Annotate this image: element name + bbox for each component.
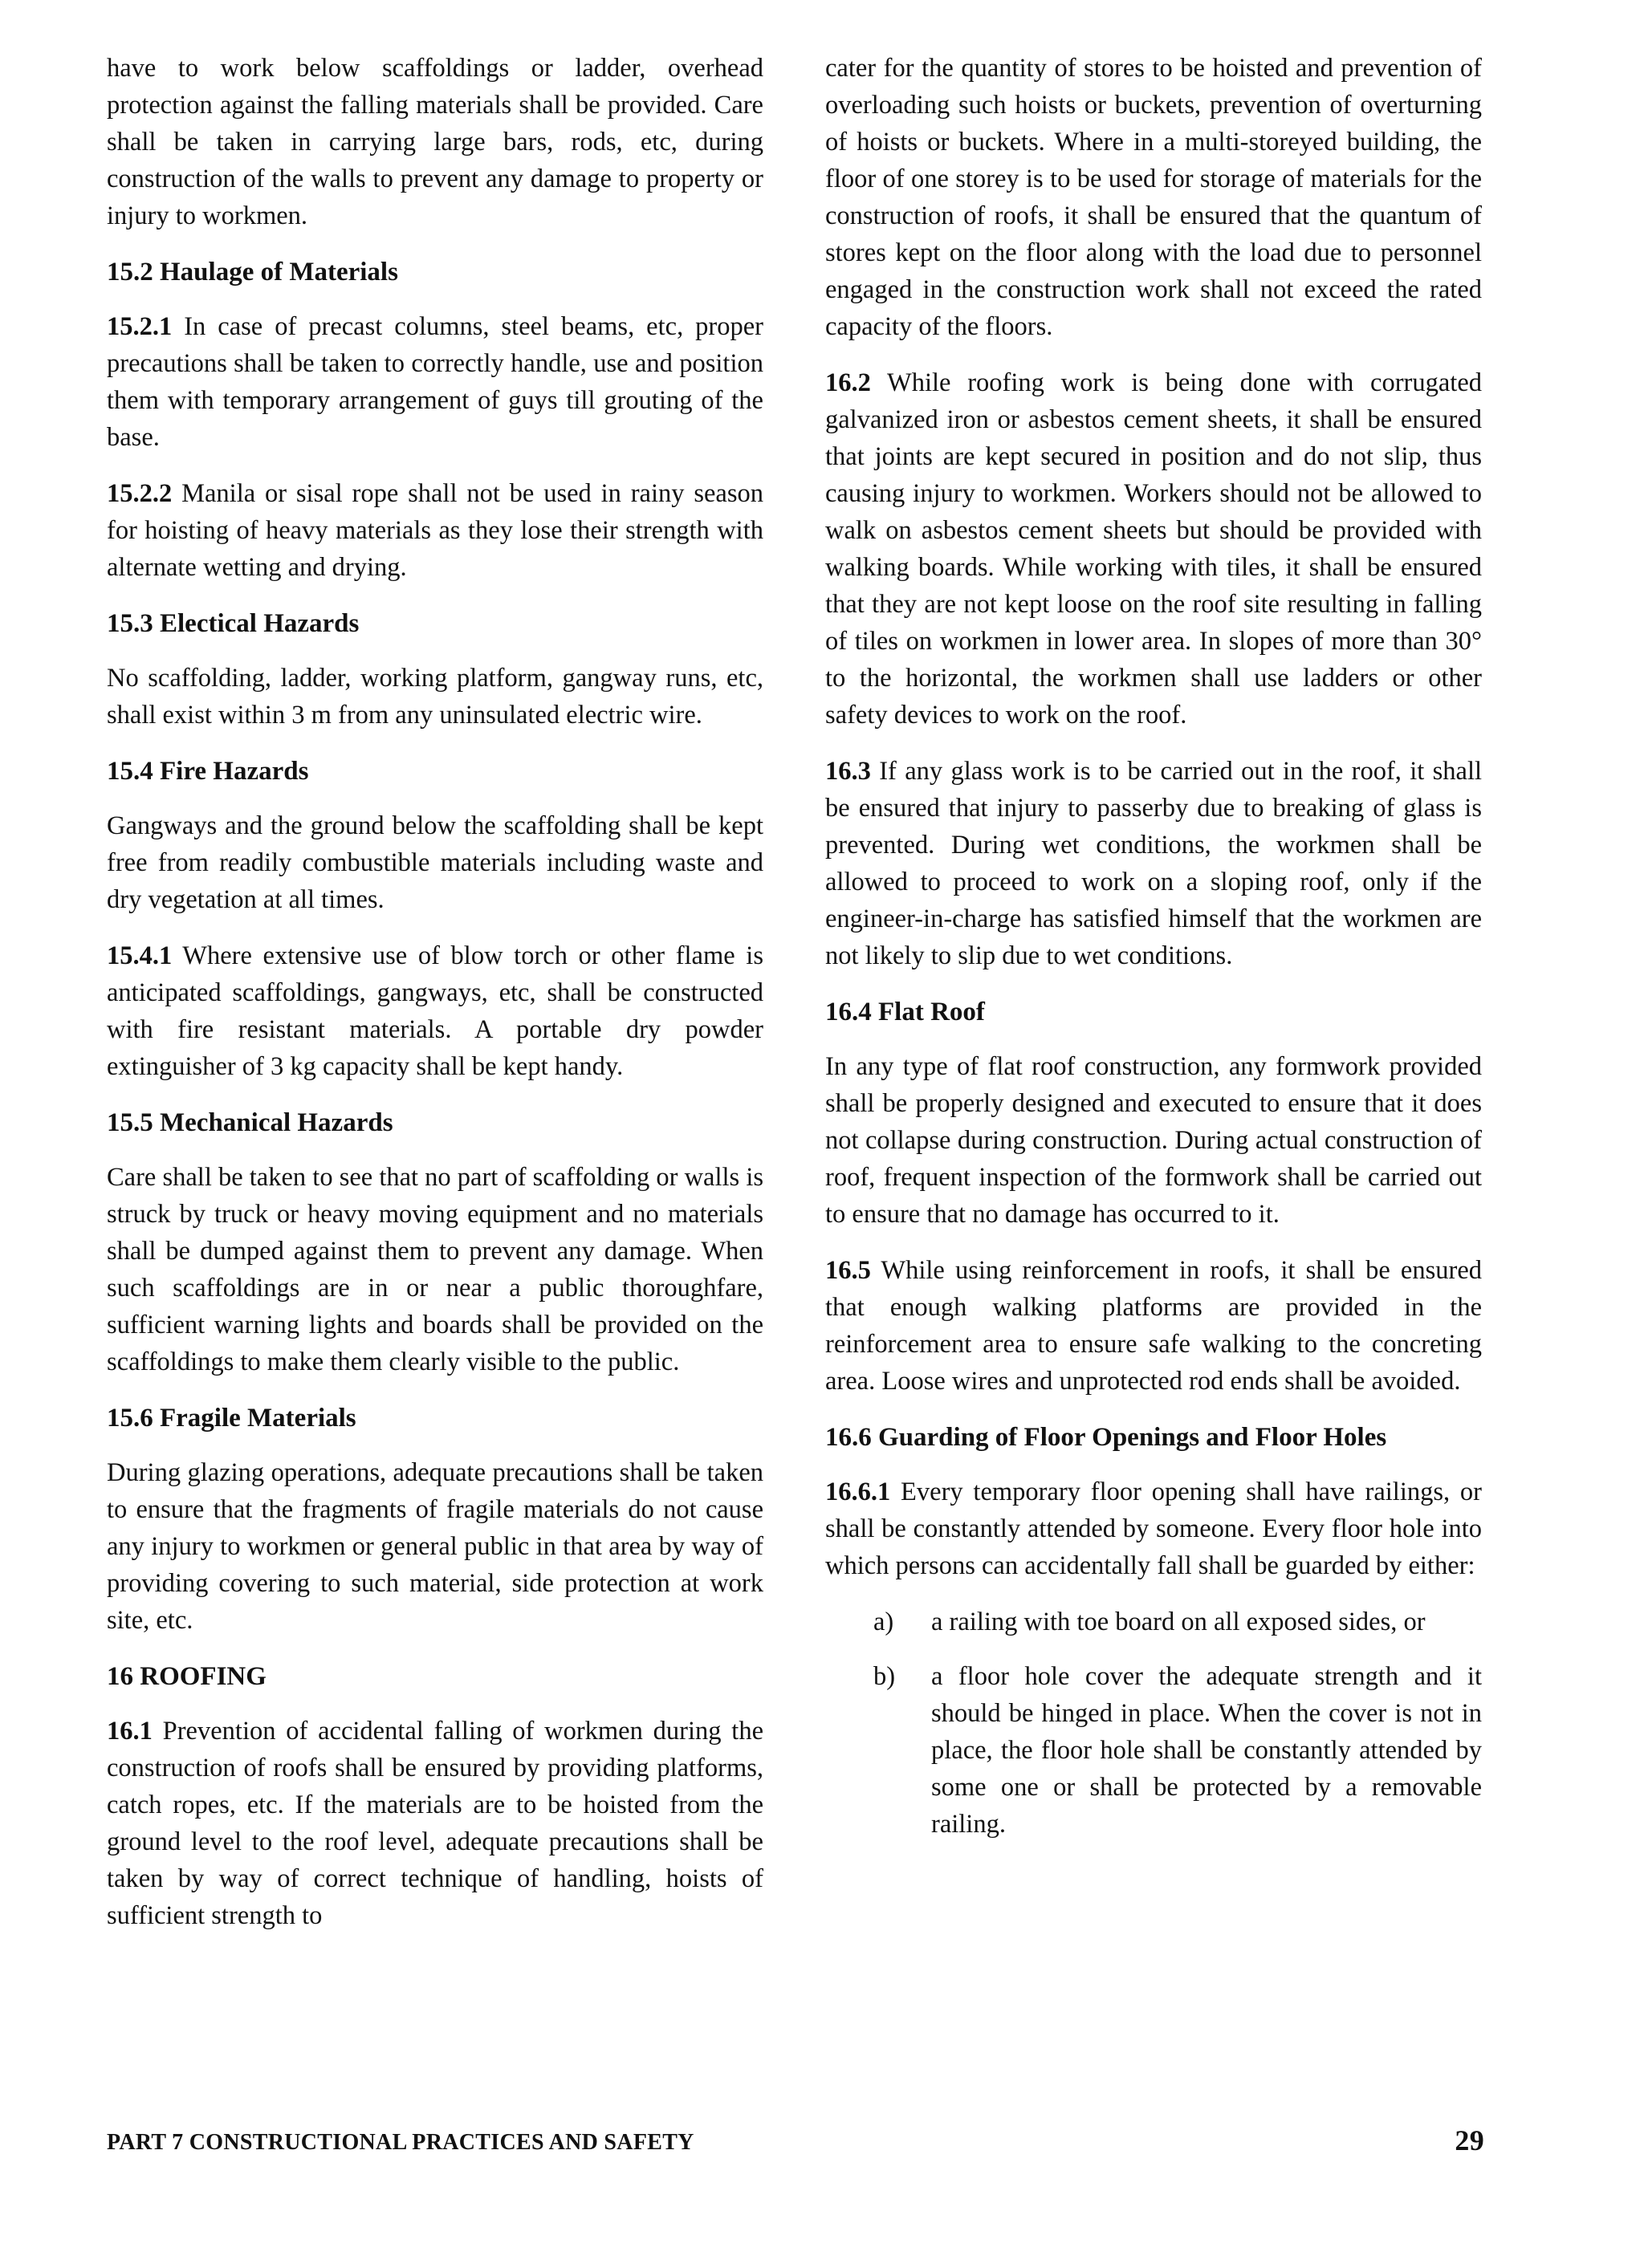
clause-number: 16.5 bbox=[825, 1256, 871, 1285]
clause-16-3 bbox=[825, 753, 1482, 974]
guarding-options-list bbox=[825, 1603, 1482, 1843]
clause-text: While roofing work is being done with corrugated galvanized iron or asbestos cement sheets, it shall be ensured that joints are kept secured in position and do not slip, thus causing injury to workmen. Workers should not be allowed to walk on asbestos cement sheets but should be provided with walking boards. While working with tiles, it shall be ensured that they are not kept loose on the roof site resulting in falling of tiles on workmen in lower area. In slopes of more than 30° to the horizontal, the workmen shall use ladders or other safety devices to work on the roof. bbox=[825, 368, 1482, 730]
paragraph-15-4: Gangways and the ground below the scaffolding shall be kept free from readily combustible materials including waste and dry vegetation at all times. bbox=[107, 811, 763, 914]
clause-text: Prevention of accidental falling of workmen during the construction of roofs shall be ensured by providing platforms, catch ropes, etc. If the materials are to be hoisted from the ground level to the roof level, adequate precautions shall be taken by way of correct technique of handling, hoists of sufficient strength to bbox=[107, 1717, 763, 1930]
heading-15-5: 15.5 Mechanical Hazards bbox=[107, 1108, 393, 1137]
heading-16-4: 16.4 Flat Roof bbox=[825, 998, 985, 1026]
right-column bbox=[825, 50, 1482, 1860]
paragraph-15-6: During glazing operations, adequate precautions shall be taken to ensure that the fragments of fragile materials do not cause any injury to workmen or general public in that area by way of providing covering to such material, side protection at work site, etc. bbox=[107, 1458, 763, 1635]
clause-text: Where extensive use of blow torch or other flame is anticipated scaffoldings, gangways, etc, shall be constructed with fire resistant materials. A portable dry powder extinguisher of 3 kg capacity shall be kept handy. bbox=[107, 941, 763, 1081]
clause-16-2 bbox=[825, 364, 1482, 734]
list-marker: a) bbox=[873, 1608, 894, 1636]
list-item-text: a floor hole cover the adequate strength and it should be hinged in place. When the cover is not in place, the floor hole shall be constantly attended by some one or shall be protected by a removable railing. bbox=[931, 1662, 1482, 1839]
paragraph-16-4: In any type of flat roof construction, any formwork provided shall be properly designed and executed to ensure that it does not collapse during construction. During actual construction of roof, frequent inspection of the formwork shall be carried out to ensure that no damage has occurred to it. bbox=[825, 1052, 1482, 1229]
page-footer bbox=[107, 2124, 1484, 2156]
clause-15-4-1 bbox=[107, 937, 763, 1085]
left-column bbox=[107, 50, 763, 1953]
heading-15-2: 15.2 Haulage of Materials bbox=[107, 258, 398, 287]
clause-16-5 bbox=[825, 1252, 1482, 1400]
clause-number: 15.2.2 bbox=[107, 479, 173, 508]
continued-paragraph: cater for the quantity of stores to be hoisted and prevention of overloading such hoists or buckets, prevention of overturning of hoists or buckets. Where in a multi-storeyed building, the floor of one storey is to be used for storage of materials for the construction of roofs, it shall be ensured that the quantum of stores kept on the floor along with the load due to personnel engaged in the construction work shall not exceed the rated capacity of the floors. bbox=[825, 54, 1482, 341]
clause-number: 15.2.1 bbox=[107, 312, 173, 341]
heading-15-3: 15.3 Electical Hazards bbox=[107, 609, 360, 638]
clause-16-6-1 bbox=[825, 1473, 1482, 1584]
heading-15-4: 15.4 Fire Hazards bbox=[107, 757, 309, 786]
clause-text: Manila or sisal rope shall not be used in rainy season for hoisting of heavy materials as they lose their strength with alternate wetting and drying. bbox=[107, 479, 763, 582]
paragraph-15-5: Care shall be taken to see that no part of scaffolding or walls is struck by truck or heavy moving equipment and no materials shall be dumped against them to prevent any damage. When such scaffoldings are in or near a public thoroughfare, sufficient warning lights and boards shall be provided on the scaffoldings to make them clearly visible to the public. bbox=[107, 1163, 763, 1376]
heading-15-6: 15.6 Fragile Materials bbox=[107, 1404, 356, 1433]
clause-number: 16.6.1 bbox=[825, 1477, 891, 1506]
intro-paragraph: have to work below scaffoldings or ladder, overhead protection against the falling materials shall be provided. Care shall be taken in carrying large bars, rods, etc, during construction of the walls to prevent any damage to property or injury to workmen. bbox=[107, 54, 763, 230]
clause-number: 16.3 bbox=[825, 757, 871, 786]
clause-15-2-1 bbox=[107, 308, 763, 456]
heading-16-6: 16.6 Guarding of Floor Openings and Floor Holes bbox=[825, 1423, 1387, 1452]
footer-title: PART 7 CONSTRUCTIONAL PRACTICES AND SAFETY bbox=[107, 2130, 694, 2155]
clause-text: While using reinforcement in roofs, it shall be ensured that enough walking platforms are provided in the reinforcement area to ensure safe walking to the concreting area. Loose wires and unprotected rod ends shall be avoided. bbox=[825, 1256, 1482, 1396]
clause-text: Every temporary floor opening shall have railings, or shall be constantly attended by someone. Every floor hole into which persons can accidentally fall shall be guarded by either: bbox=[825, 1477, 1482, 1580]
clause-text: In case of precast columns, steel beams, etc, proper precautions shall be taken to correctly handle, use and position them with temporary arrangement of guys till grouting of the base. bbox=[107, 312, 763, 452]
page-number: 29 bbox=[1455, 2124, 1484, 2156]
list-marker: b) bbox=[873, 1662, 896, 1691]
clause-15-2-2 bbox=[107, 475, 763, 586]
heading-16-roofing: 16 ROOFING bbox=[107, 1662, 267, 1691]
paragraph-15-3: No scaffolding, ladder, working platform, gangway runs, etc, shall exist within 3 m from any uninsulated electric wire. bbox=[107, 664, 763, 730]
clause-number: 16.1 bbox=[107, 1717, 153, 1746]
clause-text: If any glass work is to be carried out in the roof, it shall be ensured that injury to passerby due to breaking of glass is prevented. During wet conditions, the workmen shall be allowed to proceed to work on a sloping roof, only if the engineer-in-charge has satisfied himself that the workmen are not likely to slip due to wet conditions. bbox=[825, 757, 1482, 970]
list-item bbox=[825, 1603, 1482, 1640]
list-item bbox=[825, 1658, 1482, 1843]
clause-16-1 bbox=[107, 1713, 763, 1934]
list-item-text: a railing with toe board on all exposed sides, or bbox=[931, 1608, 1426, 1636]
clause-number: 15.4.1 bbox=[107, 941, 173, 970]
clause-number: 16.2 bbox=[825, 368, 871, 397]
